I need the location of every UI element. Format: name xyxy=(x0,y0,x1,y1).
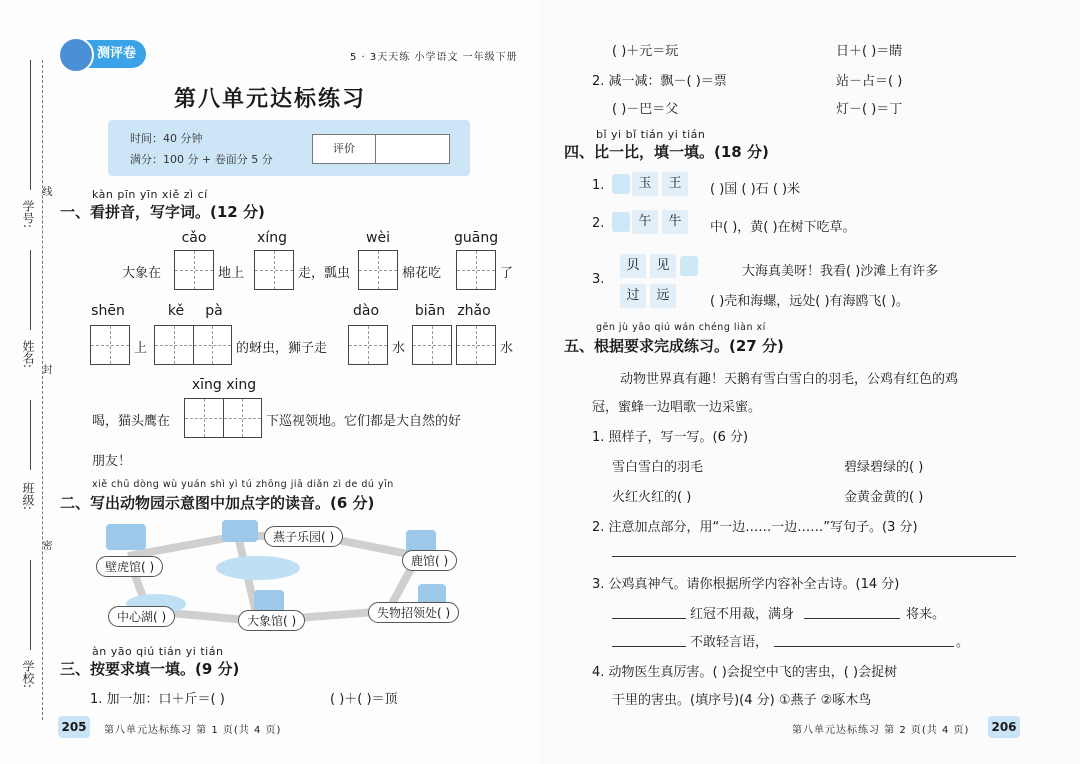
py-xingxing: xīng xing xyxy=(191,377,257,393)
r-l2a: 2. 减一减：飘－( )＝票 xyxy=(592,74,727,89)
s4-q1-char1: 玉 xyxy=(632,172,658,196)
py-cao: cǎo xyxy=(181,230,207,246)
evaluation-box xyxy=(312,134,450,164)
map-label-daxiang: 大象馆( ) xyxy=(238,610,305,631)
s4-q3-num: 3. xyxy=(592,272,605,287)
zoo-map xyxy=(88,516,468,646)
bird-icon xyxy=(612,212,630,232)
s4-q1-char2: 王 xyxy=(662,172,688,196)
r-l2b: 站－占＝( ) xyxy=(836,74,903,89)
s5-q3d: 。 xyxy=(956,635,970,650)
s4-q1-text: ( )国 ( )石 ( )米 xyxy=(710,182,801,197)
r1-text-a: 大象在 xyxy=(122,266,162,281)
r2-text-c: 水 xyxy=(392,341,406,356)
page-number-left: 205 xyxy=(58,716,90,738)
time-limit: 时间：40 分钟 xyxy=(130,132,203,145)
write-box-guang[interactable] xyxy=(456,250,496,290)
s5-passage-1: 动物世界真有趣！天鹅有雪白雪白的羽毛，公鸡有红色的鸡 xyxy=(620,372,959,387)
py-guang: guāng xyxy=(454,230,499,246)
s4-q2-char2: 牛 xyxy=(662,210,688,234)
py-pa: pà xyxy=(205,303,223,319)
r2-text-d: 水 xyxy=(500,341,514,356)
write-box-xingxing[interactable] xyxy=(184,398,262,438)
py-shen: shēn xyxy=(91,303,125,319)
s3-pinyin: àn yāo qiú tián yi tián xyxy=(92,645,224,658)
s5-q3b: 将来。 xyxy=(906,607,946,622)
write-box-kepa[interactable] xyxy=(154,325,232,365)
evaluation-label: 评价 xyxy=(313,135,376,163)
s3-heading: 三、按要求填一填。(9 分) xyxy=(60,660,240,678)
s5-q2: 2. 注意加点部分，用“一边……一边……”写句子。(3 分) xyxy=(592,520,918,535)
s5-q3: 3. 公鸡真神气。请你根据所学内容补全古诗。(14 分) xyxy=(592,577,900,592)
full-score: 满分：100 分 + 卷面分 5 分 xyxy=(130,153,273,166)
write-box-xing[interactable] xyxy=(254,250,294,290)
s5-passage-2: 冠，蜜蜂一边唱歌一边采蜜。 xyxy=(592,400,762,415)
r-l1a: ( )＋元＝玩 xyxy=(612,44,679,59)
r3-text-c: 朋友！ xyxy=(92,454,132,469)
py-ke: kě xyxy=(167,303,185,319)
r-l3a: ( )－巴＝父 xyxy=(612,102,679,117)
s4-q3-char3: 过 xyxy=(620,284,646,308)
s5-q1c: 火红火红的( ) xyxy=(612,490,692,505)
s4-heading: 四、比一比，填一填。(18 分) xyxy=(564,143,769,161)
class-line xyxy=(30,400,32,470)
name-label: 姓名: xyxy=(21,340,35,369)
py-wei: wèi xyxy=(366,230,390,246)
footer-left: 第八单元达标练习 第 1 页(共 4 页) xyxy=(104,725,282,736)
r1-text-b: 地上 xyxy=(218,266,245,281)
test-badge xyxy=(62,40,146,68)
s5-pinyin: gēn jù yāo qiú wán chéng liàn xí xyxy=(596,322,766,333)
py-bian: biān xyxy=(414,303,446,319)
s3-q1b: ( )＋( )＝顶 xyxy=(330,692,398,707)
write-box-bian[interactable] xyxy=(412,325,452,365)
s5-q4b: 干里的害虫。(填序号)(4 分) ①燕子 ②啄木鸟 xyxy=(612,693,872,708)
r-l1b: 日＋( )＝睛 xyxy=(836,44,903,59)
r2-text-a: 上 xyxy=(134,341,148,356)
r1-text-d: 棉花吃 xyxy=(402,266,442,281)
s4-q3-text1: 大海真美呀！我看( )沙滩上有许多 xyxy=(742,264,939,279)
mascot-icon xyxy=(58,37,94,73)
s2-heading: 二、写出动物园示意图中加点字的读音。(6 分) xyxy=(60,494,375,512)
s4-q3-char1: 贝 xyxy=(620,254,646,278)
s5-q3-blank-3[interactable] xyxy=(612,646,686,647)
r3-text-b: 下巡视领地。它们都是大自然的好 xyxy=(266,414,462,429)
fish-icon xyxy=(612,174,630,194)
name-line xyxy=(30,250,32,330)
s5-q1d: 金黄金黄的( ) xyxy=(844,490,924,505)
binding-mark-mi: 密 xyxy=(40,540,51,550)
r-l3b: 灯－( )＝丁 xyxy=(836,102,903,117)
info-box xyxy=(108,120,470,176)
student-id-line xyxy=(30,60,32,190)
s5-q2-answer-line[interactable] xyxy=(612,556,1016,557)
s4-q3-char4: 远 xyxy=(650,284,676,308)
s4-pinyin: bǐ yi bǐ tián yi tián xyxy=(596,128,706,141)
s5-q3-blank-2[interactable] xyxy=(804,618,900,619)
write-box-cao[interactable] xyxy=(174,250,214,290)
s5-q3c: 不敢轻言语， xyxy=(690,635,769,650)
write-box-dao[interactable] xyxy=(348,325,388,365)
s2-pinyin: xiě chū dòng wù yuán shì yì tú zhōng jiā diǎn zì de dú yīn xyxy=(92,479,394,490)
r1-text-e: 了 xyxy=(500,266,514,281)
s4-q2-num: 2. xyxy=(592,216,605,231)
map-label-zhongxin: 中心湖( ) xyxy=(108,606,175,627)
r3-text-a: 喝，猫头鹰在 xyxy=(92,414,171,429)
crab-icon xyxy=(680,256,698,276)
s5-q1: 1. 照样子，写一写。(6 分) xyxy=(592,430,749,445)
badge-label: 测评卷 xyxy=(96,46,136,61)
r2-text-b: 的蚜虫，狮子走 xyxy=(236,341,328,356)
s4-q2-char1: 午 xyxy=(632,210,658,234)
page-number-right: 206 xyxy=(988,716,1020,738)
py-xing: xíng xyxy=(257,230,287,246)
s4-q3-char2: 见 xyxy=(650,254,676,278)
s1-pinyin: kàn pīn yīn xiě zì cí xyxy=(92,188,208,201)
page-title: 第八单元达标练习 xyxy=(173,86,366,112)
write-box-wei[interactable] xyxy=(358,250,398,290)
map-label-shiwu: 失物招领处( ) xyxy=(368,602,459,623)
binding-dashed-line xyxy=(42,60,44,720)
class-label: 班级: xyxy=(21,482,35,511)
py-zhao: zhǎo xyxy=(457,303,491,319)
book-header: 5 · 3天天练 小学语文 一年级下册 xyxy=(350,52,518,63)
s3-q1a: 1. 加一加：口＋斤＝( ) xyxy=(90,692,225,707)
s5-q1a: 雪白雪白的羽毛 xyxy=(612,460,704,475)
map-label-yanzi: 燕子乐园( ) xyxy=(264,526,343,547)
school-label: 学校: xyxy=(21,660,35,689)
s5-q3a: 红冠不用裁，满身 xyxy=(690,607,795,622)
school-line xyxy=(30,560,32,650)
s1-heading: 一、看拼音，写字词。(12 分) xyxy=(60,203,265,221)
py-dao: dào xyxy=(352,303,380,319)
s5-q4a: 4. 动物医生真厉害。( )会捉空中飞的害虫，( )会捉树 xyxy=(592,665,898,680)
s4-q2-text: 中( )，黄( )在树下吃草。 xyxy=(710,220,856,235)
map-label-lu: 鹿馆( ) xyxy=(402,550,457,571)
s5-q1b: 碧绿碧绿的( ) xyxy=(844,460,924,475)
s5-q3-blank-1[interactable] xyxy=(612,618,686,619)
right-page xyxy=(540,0,1080,764)
binding-mark-xian: 线 xyxy=(40,186,51,196)
binding-mark-feng: 封 xyxy=(40,364,51,374)
map-label-bihu: 壁虎馆( ) xyxy=(96,556,163,577)
write-box-zhao[interactable] xyxy=(456,325,496,365)
s4-q1-num: 1. xyxy=(592,178,605,193)
s5-heading: 五、根据要求完成练习。(27 分) xyxy=(564,337,784,355)
student-id-label: 学号: xyxy=(21,200,35,229)
s5-q3-blank-4[interactable] xyxy=(774,646,954,647)
write-box-shen[interactable] xyxy=(90,325,130,365)
s4-q3-text2: ( )壳和海螺，远处( )有海鸥飞( )。 xyxy=(710,294,909,309)
footer-right: 第八单元达标练习 第 2 页(共 4 页) xyxy=(792,725,970,736)
r1-text-c: 走，瓢虫 xyxy=(298,266,351,281)
